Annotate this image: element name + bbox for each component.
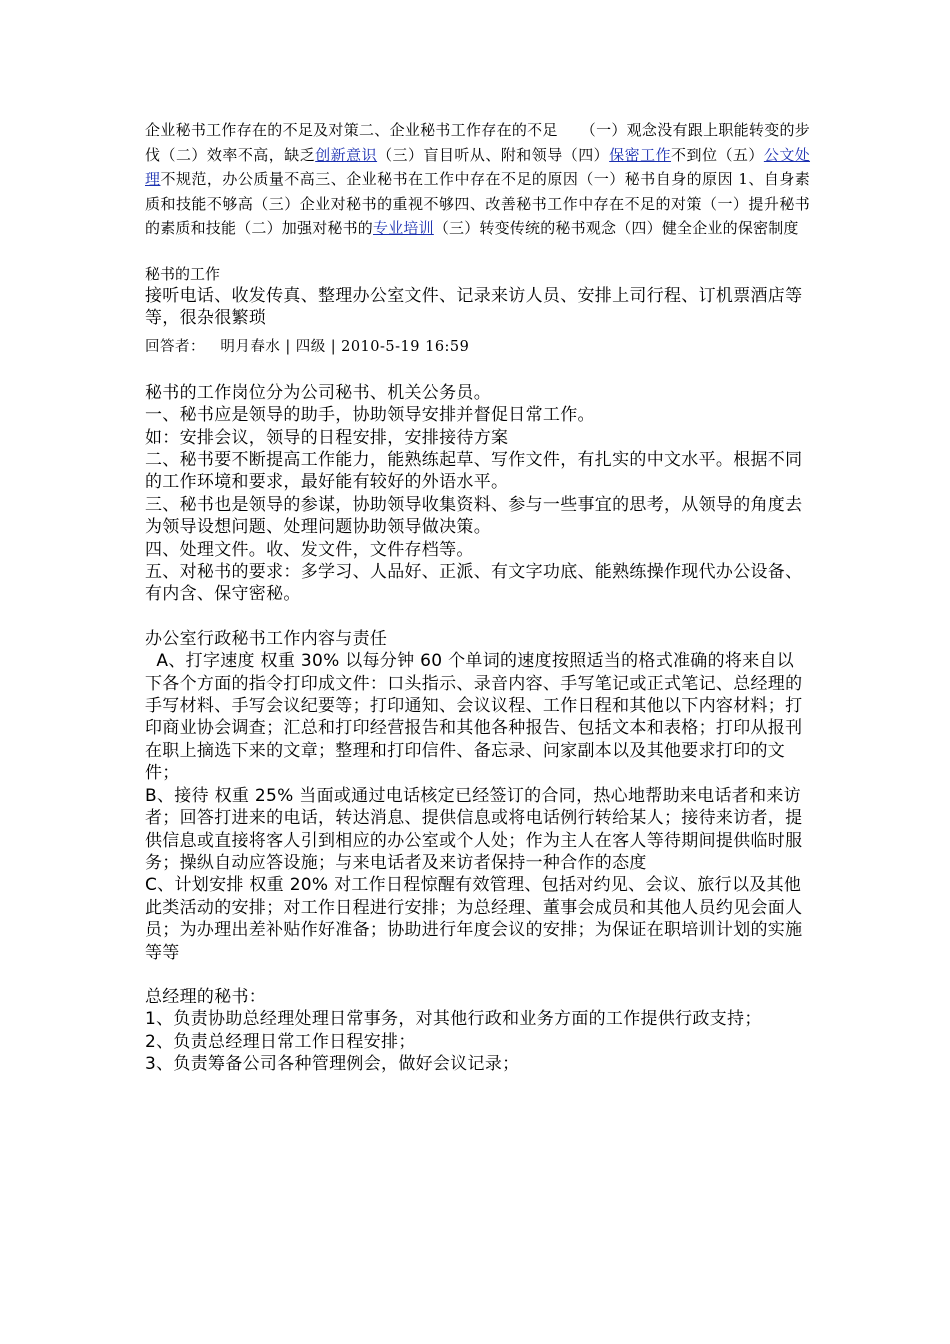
answer3-title: 办公室行政秘书工作内容与责任 xyxy=(145,628,388,649)
link-innovation[interactable]: 创新意识 xyxy=(315,145,378,164)
answer1-meta xyxy=(145,336,810,358)
answer3-item-a xyxy=(145,650,810,784)
item-number: 3 xyxy=(145,1054,157,1075)
item-b-text: 当面或通过电话核定已经签订的合同，热心地帮助来电话者和来访者；回答打进来的电话，转达消息、提供信息或将电话例行转给某人；接待来访者，提供信息或直接将客人引到相应的办公室或个人处；作为主人在客人等待期间提供临时服务；操纵自动应答设施；与来电话者及来访者保持一种合作的态度 xyxy=(145,785,803,873)
answer2-line: 一、秘书应是领导的助手，协助领导安排并督促日常工作。 xyxy=(145,405,595,426)
meta-user: 明月春水 xyxy=(220,338,281,355)
answer2-line: 二、秘书要不断提高工作能力，能熟练起草、写作文件，有扎实的中文水平。根据不同的工作环境和要求，最好能有较好的外语水平。 xyxy=(145,450,803,493)
intro-text-4: 不规范，办公质量不高三、企业秘书在工作中存在不足的原因（一）秘书自身的原因 1、自身素质和技能不够高（三）企业对秘书的重视不够四、改善秘书工作中存在不足的对策（一）提升秘书的素质和技能（二）加强对秘书的 xyxy=(145,170,810,238)
item-c-weight: 20% xyxy=(289,875,329,896)
item-b-weight: 25% xyxy=(254,785,294,806)
meta-time: 2010-5-19 16:59 xyxy=(341,338,470,355)
answer4-item xyxy=(145,1053,810,1075)
answer3-item-c xyxy=(145,874,810,964)
item-a-prefix: A xyxy=(145,651,169,672)
answer1-body: 接听电话、收发传真、整理办公室文件、记录来访人员、安排上司行程、订机票酒店等等，很杂很繁琐 xyxy=(145,285,803,329)
document-page xyxy=(145,118,810,1076)
intro-text-1: 企业秘书工作存在的不足及对策二、企业秘书工作存在的不足 （一）观念没有跟上职能转变的步伐（二）效率不高，缺乏 xyxy=(145,121,810,164)
answer4-title: 总经理的秘书： xyxy=(145,986,267,1007)
answer-section-1 xyxy=(145,263,810,358)
answer4-item xyxy=(145,1031,810,1053)
intro-text-3: 不到位（五） xyxy=(671,145,764,164)
link-professional-training[interactable]: 专业培训 xyxy=(373,219,434,238)
item-number: 2 xyxy=(145,1031,157,1052)
item-number: 1 xyxy=(145,1009,157,1030)
answer-section-3 xyxy=(145,628,810,964)
answer2-line: 三、秘书也是领导的参谋，协助领导收集资料、参与一些事宜的思考，从领导的角度去为领导设想问题、处理问题协助领导做决策。 xyxy=(145,494,803,538)
answer-section-2 xyxy=(145,382,810,606)
item-b-prefix: B xyxy=(145,785,157,806)
meta-separator: | xyxy=(330,338,337,355)
link-confidentiality[interactable]: 保密工作 xyxy=(609,145,672,164)
answer2-line: 五、对秘书的要求：多学习、人品好、正派、有文字功底、能熟练操作现代办公设备、有内含、保守密秘。 xyxy=(145,562,803,605)
meta-label: 回答者： xyxy=(145,338,205,355)
answer2-line: 如：安排会议，领导的日程安排，安排接待方案 xyxy=(145,427,509,448)
link-document-handling[interactable]: 公文处理 xyxy=(145,145,811,189)
intro-text-5: （三）转变传统的秘书观念（四）健全企业的保密制度 xyxy=(433,219,799,238)
answer3-item-b xyxy=(145,785,810,875)
item-a-weight: 30% xyxy=(300,651,340,672)
answer2-line: 秘书的工作岗位分为公司秘书、机关公务员。 xyxy=(145,382,491,403)
item-c-prefix: C xyxy=(145,875,158,896)
answer2-line: 四、处理文件。收、发文件，文件存档等。 xyxy=(145,539,474,560)
item-c-head: 、计划安排 权重 xyxy=(157,875,290,896)
item-b-head: 、接待 权重 xyxy=(156,785,255,806)
item-a-head: 、打字速度 权重 xyxy=(168,651,301,672)
intro-paragraph xyxy=(145,118,810,241)
item-text: 、负责协助总经理处理日常事务，对其他行政和业务方面的工作提供行政支持； xyxy=(156,1009,762,1030)
item-text: 、负责筹备公司各种管理例会，做好会议记录； xyxy=(156,1054,520,1075)
meta-level: 四级 xyxy=(295,338,326,355)
item-a-number: 60 xyxy=(420,651,443,672)
answer4-item xyxy=(145,1008,810,1030)
answer1-title: 秘书的工作 xyxy=(145,264,221,283)
item-c-text: 对工作日程惊醒有效管理、包括对约见、会议、旅行以及其他此类活动的安排；对工作日程进行安排；为总经理、董事会成员和其他人员约见会面人员；为办理出差补贴作好准备；协助进行年度会议的安排；为保证在职培训计划的实施等等 xyxy=(145,875,803,963)
spacer xyxy=(145,358,810,382)
intro-text-2: （三）盲目听从、附和领导（四） xyxy=(377,145,610,164)
meta-separator: | xyxy=(285,338,291,355)
item-text: 、负责总经理日常工作日程安排； xyxy=(156,1031,416,1052)
spacer xyxy=(145,606,810,628)
item-a-mid: 以每分钟 xyxy=(339,651,421,672)
spacer xyxy=(145,964,810,986)
item-a-text: 个单词的速度按照适当的格式准确的将来自以下各个方面的指令打印成文件：口头指示、录音内容、手写笔记或正式笔记、总经理的手写材料、手写会议纪要等；打印通知、会议议程、工作日程和其他以下内容材料；打印商业协会调查；汇总和打印经营报告和其他各种报告、包括文本和表格；打印从报刊在职上摘选下来的文章；整理和打印信件、备忘录、问家副本以及其他要求打印的文件； xyxy=(145,651,803,784)
answer-section-4 xyxy=(145,986,810,1076)
